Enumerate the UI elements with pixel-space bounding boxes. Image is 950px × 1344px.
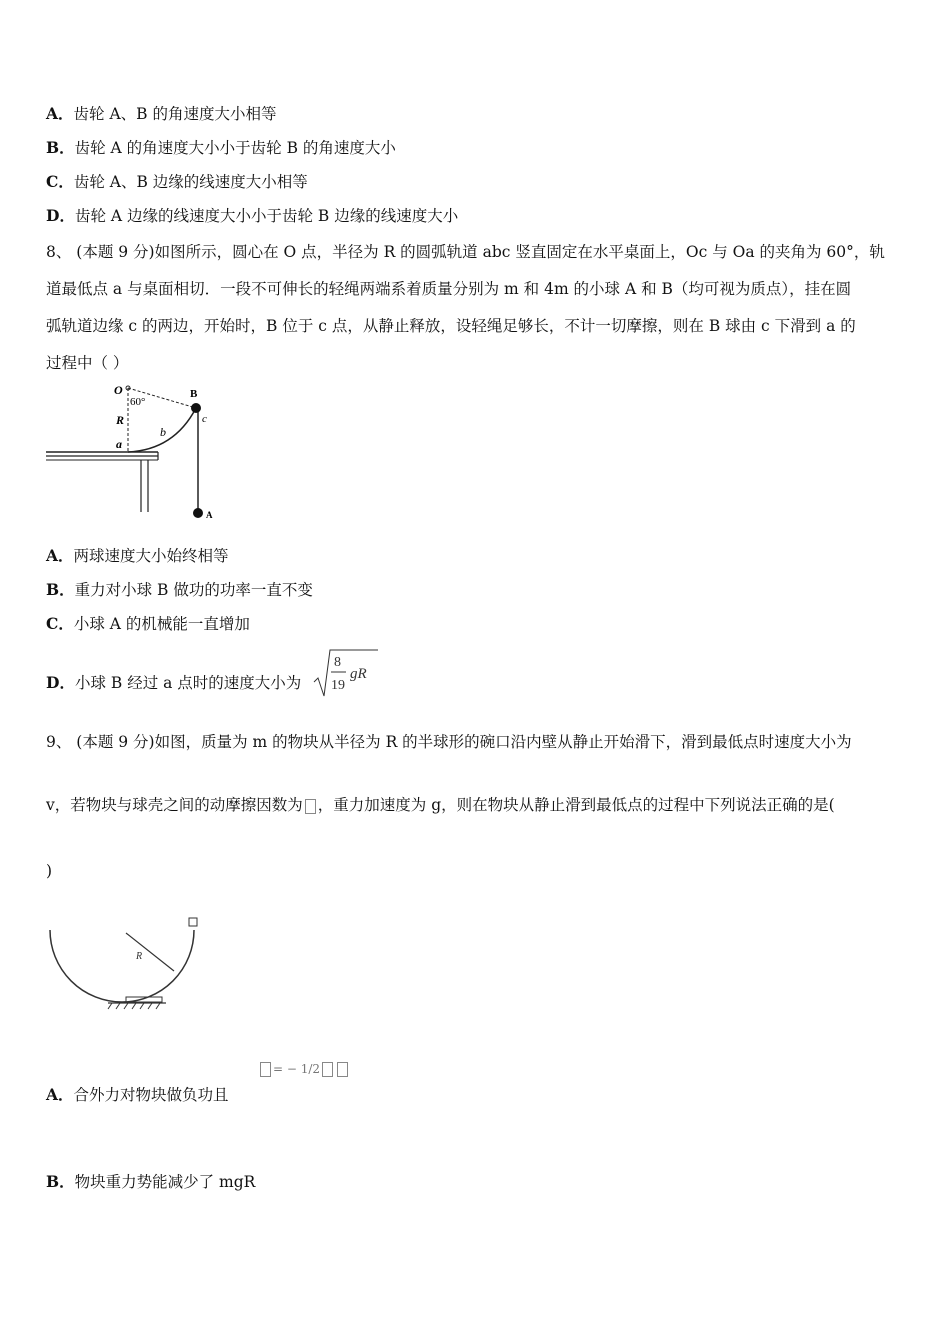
formula-box-2	[322, 1062, 333, 1077]
fig9-label-r: R	[136, 951, 143, 962]
q8-stem-line2: 道最低点 a 与桌面相切．一段不可伸长的轻绳两端系着质量分别为 m 和 4m 的小球 A 和 B（均可视为质点），挂在圆	[46, 280, 852, 298]
q8-stem-line1: 8、 (本题 9 分)如图所示，圆心在 O 点，半径为 R 的圆弧轨道 abc 竖直固定在水平桌面上，Oc 与 Oa 的夹角为 60°，轨	[46, 243, 885, 261]
fig8-label-a: a	[116, 437, 122, 451]
mu-placeholder-box	[305, 799, 316, 814]
fig8-label-b-ball: B	[190, 388, 198, 400]
q7-option-b: B．齿轮 A 的角速度大小小于齿轮 B 的角速度大小	[46, 138, 396, 157]
q9-stem-line1: 9、 (本题 9 分)如图，质量为 m 的物块从半径为 R 的半球形的碗口沿内壁从静止开始滑下，滑到最低点时速度大小为	[46, 733, 852, 751]
formula-numerator: 8	[334, 655, 341, 670]
formula-box-1	[260, 1062, 271, 1077]
formula-box-3	[337, 1062, 348, 1077]
q8-option-a: A．两球速度大小始终相等	[46, 546, 229, 565]
q7-option-d: D．齿轮 A 边缘的线速度大小小于齿轮 B 边缘的线速度大小	[46, 206, 459, 225]
q9-option-a-formula: = − 1/2	[258, 1062, 350, 1077]
formula-denominator: 19	[331, 678, 345, 693]
fig8-label-angle: 60°	[130, 396, 146, 408]
q9-figure	[46, 915, 206, 1020]
fig8-label-c: c	[202, 413, 207, 425]
q8-option-b: B．重力对小球 B 做功的功率一直不变	[46, 580, 313, 599]
q9-option-b: B．物块重力势能减少了 mgR	[46, 1172, 256, 1191]
q8-option-c: C．小球 A 的机械能一直增加	[46, 614, 250, 633]
q8-stem-line3: 弧轨道边缘 c 的两边，开始时，B 位于 c 点，从静止释放，设轻绳足够长，不计一切摩擦，则在 B 球由 c 下滑到 a 的	[46, 317, 856, 335]
q9-stem-line3: )	[46, 862, 53, 880]
fig8-label-o: O	[114, 383, 123, 397]
fig8-label-r: R	[116, 413, 125, 427]
q8-option-d: D．小球 B 经过 a 点时的速度大小为	[46, 673, 302, 692]
formula-tail: gR	[350, 666, 367, 682]
fig8-label-b-arc: b	[160, 425, 166, 439]
q8-stem-line4: 过程中（ ）	[46, 354, 129, 372]
q8-figure	[46, 380, 226, 525]
q7-option-c: C．齿轮 A、B 边缘的线速度大小相等	[46, 172, 308, 191]
q9-option-a: A．合外力对物块做负功且	[46, 1085, 229, 1104]
q9-stem-line2: v，若物块与球壳之间的动摩擦因数为 ，重力加速度为 g，则在物块从静止滑到最低点的过程中下列说法正确的是(	[46, 796, 835, 814]
fig8-label-a-ball: A	[206, 510, 213, 520]
q8-option-d-formula	[312, 648, 382, 700]
q7-option-a: A．齿轮 A、B 的角速度大小相等	[46, 104, 277, 123]
